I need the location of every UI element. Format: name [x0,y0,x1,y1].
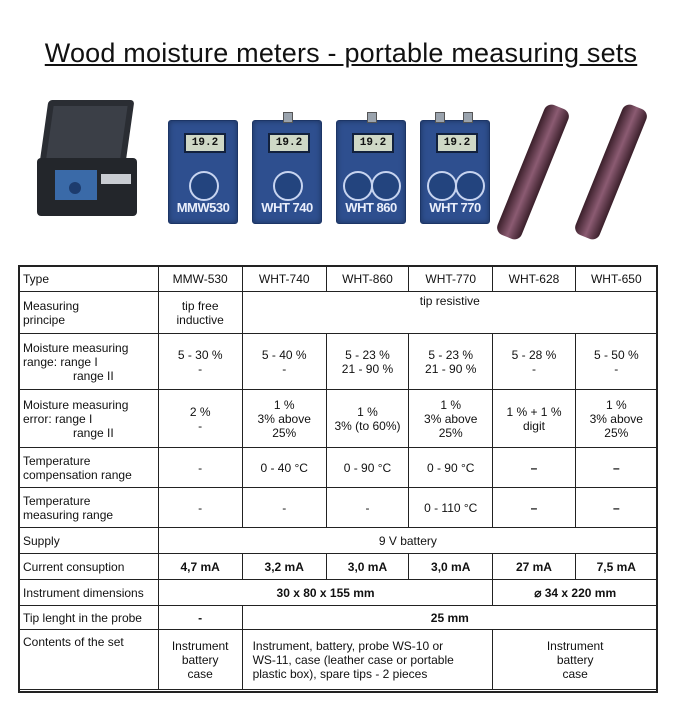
header-model: MMW-530 [158,266,242,292]
cell-line: 5 - 50 % [593,347,639,362]
cell-line: 3% (to 60%) [334,418,401,433]
cell-line: 1 % [605,397,627,412]
cell [158,630,242,690]
cell-line: battery [181,652,219,667]
cell-line: 5 - 28 % [511,347,557,362]
cell [242,334,326,390]
meter-display: 19.2 [352,133,394,153]
cell-line: 5 - 30 % [177,347,223,362]
row-label-line: error: range I [23,411,93,426]
cell: 0 - 40 °C [242,448,326,488]
cell: – [575,488,657,528]
cell-line: 21 - 90 % [425,361,477,376]
cell: tip resistive [242,292,657,334]
meter-knob [343,171,373,201]
row-label [19,390,159,448]
cell-line: 2 % [189,404,211,419]
cell: 30 x 80 x 155 mm [158,580,493,606]
table-row [19,606,658,630]
row-label-line: range II [73,368,114,383]
cell-line: 1 % [273,397,295,412]
row-label [19,292,159,334]
cell-line: 1 % [440,397,462,412]
row-label-line: Moisture measuring [23,397,129,412]
row-label-line: Moisture measuring [23,340,129,355]
cell-line: 5 - 40 % [261,347,307,362]
product-photos [30,92,670,252]
cell-line: - [198,418,203,433]
cell [326,390,408,448]
cell: 9 V battery [158,528,657,554]
cell [326,334,408,390]
meter-display: 19.2 [268,133,310,153]
probe-socket-icon [435,112,445,123]
cell [493,390,575,448]
cell: - [158,488,242,528]
table-header-row [19,266,658,292]
cell [242,390,326,448]
row-label [19,448,159,488]
meter-label: WHT 740 [261,200,313,215]
cell: - [242,488,326,528]
row-label-line: compensation range [23,467,132,482]
row-label-line: principe [23,312,66,327]
row-label [19,334,159,390]
row-label: Contents of the set [19,630,159,690]
cell: – [493,448,575,488]
cell: 7,5 mA [575,554,657,580]
cell-line: Instrument [546,638,604,653]
meter-label: WHT 860 [345,200,397,215]
cell: 3,0 mA [409,554,493,580]
header-model: WHT-650 [575,266,657,292]
header-type: Type [19,266,159,292]
cell-line: - [531,361,536,376]
cell: – [493,488,575,528]
meter-knob [427,171,457,201]
cell-line: 3% above 25% [257,411,311,440]
header-model: WHT-770 [409,266,493,292]
table-row [19,528,658,554]
probe-socket-icon [367,112,377,123]
meter-knob [273,171,303,201]
header-model: WHT-740 [242,266,326,292]
cell [493,334,575,390]
cell [158,334,242,390]
spec-table [18,265,658,690]
cell: 0 - 90 °C [326,448,408,488]
cell: 0 - 90 °C [409,448,493,488]
cell [158,292,242,334]
meter-knob [371,171,401,201]
row-label [19,488,159,528]
cell: ⌀ 34 x 220 mm [493,580,658,606]
cell [158,390,242,448]
row-label-line: measuring range [23,507,114,522]
table-row [19,334,658,390]
table-row [19,292,658,334]
meter-knob [189,171,219,201]
row-label: Current consuption [19,554,159,580]
table-row [19,554,658,580]
cell: 4,7 mA [158,554,242,580]
meter-knob [455,171,485,201]
cell: 3,0 mA [326,554,408,580]
cell [575,334,657,390]
row-label: Supply [19,528,159,554]
cell-line: battery [556,652,594,667]
row-label-line: Measuring [23,298,80,313]
cell-line: digit [522,418,545,433]
cell-line: case [562,666,588,681]
cell: 27 mA [493,554,575,580]
cell-line: plastic box), spare tips - 2 pieces [252,666,428,681]
cell-line: 5 - 23 % [345,347,390,362]
meter-wht740 [252,120,322,224]
cell-line: 3% above 25% [589,411,643,440]
cell: 25 mm [242,606,657,630]
cell [409,390,493,448]
header-model: WHT-860 [326,266,408,292]
cell: 0 - 110 °C [409,488,493,528]
meter-wht770 [420,120,490,224]
cell-line: Instrument [171,638,229,653]
row-label: Instrument dimensions [19,580,159,606]
header-model: WHT-628 [493,266,575,292]
row-label-line: Temperature [23,493,91,508]
cell [493,630,658,690]
table-row [19,390,658,448]
table-row [19,630,658,690]
cell [575,390,657,448]
probe-socket-icon [283,112,293,123]
cell: - [326,488,408,528]
row-label-line: range: range I [23,354,98,369]
table-row [19,580,658,606]
meter-display: 19.2 [436,133,478,153]
probe-wht650-image [573,102,650,242]
cell [409,334,493,390]
cell: - [158,606,242,630]
carrying-case-image [35,96,145,224]
cell-line: WS-11, case (leather case or portable [252,652,454,667]
table-row [19,448,658,488]
row-label-line: range II [73,425,114,440]
meter-label: MMW530 [176,200,230,215]
table-row [19,488,658,528]
cell-line: 5 - 23 % [428,347,474,362]
cell-line: - [614,361,619,376]
cell-line: inductive [176,312,224,327]
cell-line: 21 - 90 % [341,361,394,376]
cell: - [158,448,242,488]
probe-wht628-image [495,102,572,242]
cell-line: Instrument, battery, probe WS-10 or [252,638,444,653]
cell: 3,2 mA [242,554,326,580]
row-label-line: Temperature [23,453,91,468]
cell-line: - [198,361,203,376]
meter-display: 19.2 [184,133,226,153]
cell [242,630,493,690]
probe-socket-icon [463,112,473,123]
cell-line: - [282,361,287,376]
cell: – [575,448,657,488]
cell-line: 3% above 25% [424,411,478,440]
page-title: Wood moisture meters - portable measuring sets [44,38,638,68]
meter-mmw530 [168,120,238,224]
row-label: Tip lenght in the probe [19,606,159,630]
cell-line: tip free [181,298,219,313]
meter-wht860 [336,120,406,224]
cell-line: case [187,666,213,681]
cell-line: 1 % [357,404,378,419]
meter-label: WHT 770 [429,200,481,215]
cell-line: 1 % + 1 % [506,404,562,419]
